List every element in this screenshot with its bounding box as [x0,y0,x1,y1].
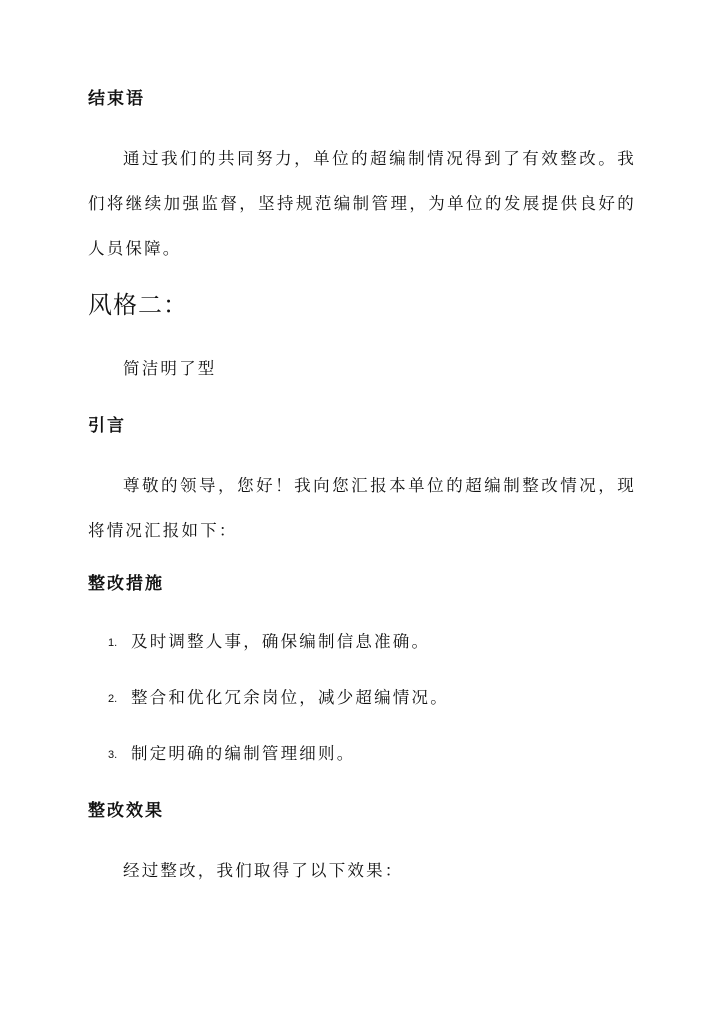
list-item-number: 3. [108,748,118,761]
style-two-heading: 风格二： [88,291,188,319]
list-item-number: 2. [108,692,118,705]
intro-paragraph: 尊敬的领导，您好！我向您汇报本单位的超编制整改情况，现将情况汇报如下： [88,476,636,540]
closing-paragraph: 通过我们的共同努力，单位的超编制情况得到了有效整改。我们将继续加强监督，坚持规范编制管理，为单位的发展提供良好的人员保障。 [88,149,636,258]
closing-heading: 结束语 [88,89,145,109]
effects-heading: 整改效果 [88,801,164,821]
intro-heading: 引言 [88,416,126,436]
list-item-text: 制定明确的编制管理细则。 [131,744,356,763]
style-two-subtitle: 简洁明了型 [123,359,217,378]
list-item [108,742,355,767]
list-item-number: 1. [108,636,118,649]
list-item-text: 及时调整人事，确保编制信息准确。 [131,632,431,651]
list-item-text: 整合和优化冗余岗位，减少超编情况。 [131,688,449,707]
measures-heading: 整改措施 [88,574,164,594]
list-item [108,686,449,711]
list-item [108,630,430,655]
effects-paragraph: 经过整改，我们取得了以下效果： [123,861,404,880]
